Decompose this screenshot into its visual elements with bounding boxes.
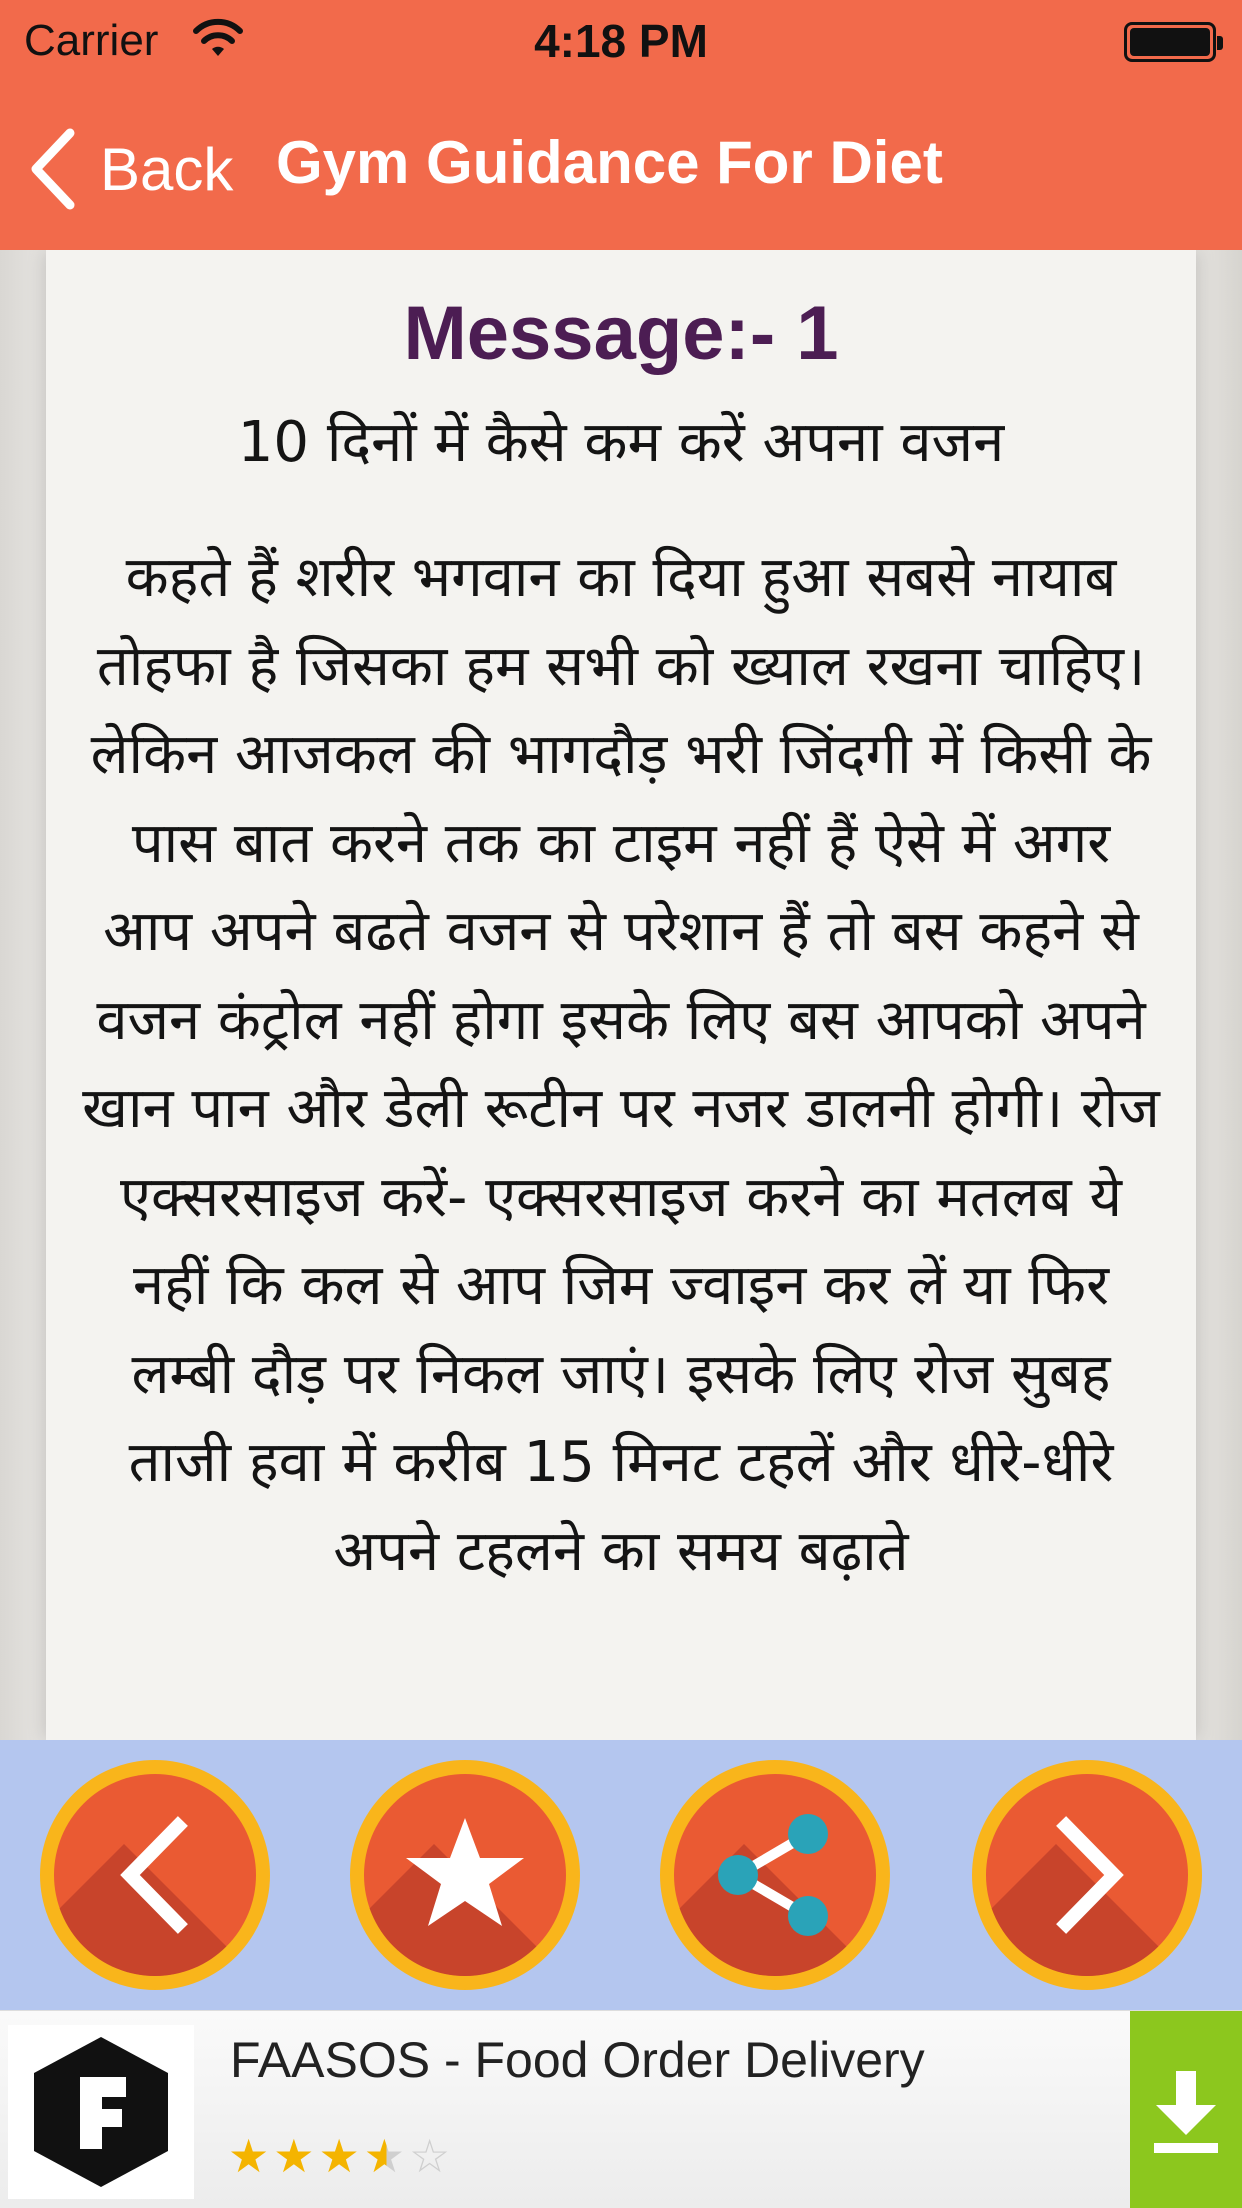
chevron-left-icon — [28, 127, 78, 211]
previous-button[interactable] — [40, 1760, 270, 1990]
star-empty-icon: ☆ — [409, 2129, 455, 2183]
faasos-logo-icon — [8, 2025, 194, 2199]
share-button[interactable] — [660, 1760, 890, 1990]
star-icon: ★ — [228, 2129, 274, 2183]
back-button[interactable] — [28, 124, 233, 214]
top-bar — [0, 0, 1242, 250]
page-title: Gym Guidance For Diet — [276, 129, 943, 196]
battery-icon — [1124, 22, 1216, 62]
ad-banner[interactable] — [0, 2010, 1242, 2208]
back-label: Back — [100, 135, 234, 203]
star-icon — [364, 1774, 566, 1976]
share-icon — [674, 1774, 876, 1976]
message-body: कहते हैं शरीर भगवान का दिया हुआ सबसे नायाब तोहफा है जिसका हम सभी को ख्याल रखना चाहिए। लेकिन आजकल की भागदौड़ भरी जिंदगी में किसी के पास बात करने तक का टाइम नहीं हैं ऐसे में अगर आप अपने बढते वजन से परेशान हैं तो बस कहने से वजन कंट्रोल नहीं होगा इसके लिए बस आपको अपने खान पान और डेली रूटीन पर नजर डालनी होगी। रोज एक्सरसाइज करें- एक्सरसाइज करने का मतलब ये नहीं कि कल से आप जिम ज्वाइन कर लें या फिर लम्बी दौड़ पर निकल जाएं। इसके लिए रोज सुबह ताजी हवा में करीब 15 मिनट टहलें और धीरे-धीरे अपने टहलने का समय बढ़ाते — [82, 545, 1160, 1584]
favorite-button[interactable] — [350, 1760, 580, 1990]
download-button[interactable] — [1130, 2011, 1242, 2208]
message-scroll-area[interactable] — [0, 250, 1242, 1740]
star-icon: ★ — [318, 2129, 364, 2183]
star-half-icon: ★ — [363, 2129, 409, 2183]
chevron-right-icon — [986, 1774, 1188, 1976]
action-button-bar — [0, 1740, 1242, 2010]
download-icon — [1150, 2071, 1222, 2155]
ad-logo — [8, 2025, 194, 2199]
chevron-left-icon — [54, 1774, 256, 1976]
navigation-bar — [0, 84, 1242, 250]
star-icon: ★ — [273, 2129, 319, 2183]
message-title: Message:- 1 — [403, 291, 839, 376]
message-subtitle: 10 दिनों में कैसे कम करें अपना वजन — [237, 410, 1005, 475]
status-bar — [0, 0, 1242, 84]
status-time: 4:18 PM — [534, 15, 708, 67]
ad-title: FAASOS - Food Order Delivery — [230, 2032, 925, 2088]
ad-rating — [228, 2129, 454, 2183]
carrier-label: Carrier — [24, 16, 159, 65]
next-button[interactable] — [972, 1760, 1202, 1990]
